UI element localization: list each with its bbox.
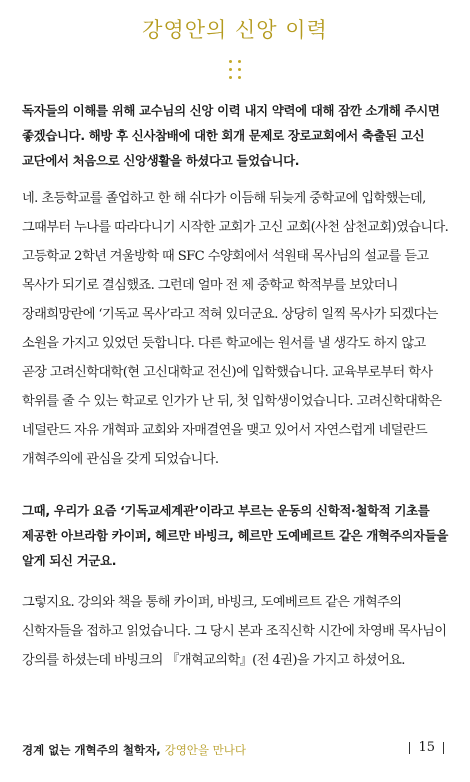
book-title: 경계 없는 개혁주의 철학자, (22, 743, 161, 757)
divider (409, 742, 410, 754)
running-footer (22, 742, 246, 758)
chapter-title: 강영안의 신앙 이력 (142, 18, 328, 42)
page-number-block (401, 740, 452, 755)
interview-question: 독자들의 이해를 위해 교수님의 신앙 이력 내지 약력에 대해 잠깐 소개해 주시면 좋겠습니다. 해방 후 신사참배에 대한 회개 문제로 장로교회에서 축출된 고신 교단에서 처음으로 신앙생활을 하셨다고 들었습니다. (22, 103, 440, 168)
divider (443, 742, 444, 754)
interview-answer: 그렇지요. 강의와 책을 통해 카이퍼, 바빙크, 도예베르트 같은 개혁주의 신학자들을 접하고 읽었습니다. 그 당시 본과 조직신학 시간에 차영배 목사님이 강의를 하셨는데 바빙크의 『개혁교의학』(전 4권)을 가지고 하셨어요. (22, 595, 447, 668)
page-number: 15 (418, 740, 435, 755)
interview-question: 그때, 우리가 요즘 ‘기독교세계관’이라고 부르는 운동의 신학적·철학적 기초를 제공한 아브라함 카이퍼, 헤르만 바빙크, 헤르만 도예베르트 같은 개혁주의자들을 알게 되신 거군요. (22, 503, 449, 568)
book-title-highlight: 강영안을 만나다 (164, 743, 247, 757)
dot-ornament (0, 60, 470, 90)
interview-answer: 네. 초등학교를 졸업하고 한 해 쉬다가 이듬해 뒤늦게 중학교에 입학했는데, 그때부터 누나를 따라다니기 시작한 교회가 고신 교회(사천 삼천교회)였습니다. 고등학교 2학년 겨울방학 때 SFC 수양회에서 석원태 목사님의 설교를 듣고 목사가 되기로 결심했죠. 그런데 얼마 전 제 중학교 학적부를 보았더니 장래희망란에 ‘기독교 목사’라고 적혀 있더군요. 상당히 일찍 목사가 되겠다는 소원을 가지고 있었던 듯합니다. 다른 학교에는 원서를 낼 생각도 하지 않고 곧장 고려신학대학(현 고신대학교 전신)에 입학했습니다. 교육부로부터 학사 학위를 줄 수 있는 학교로 인가가 난 뒤, 첫 입학생이었습니다. 고려신학대학은 네덜란드 자유 개혁파 교회와 자매결연을 맺고 있어서 자연스럽게 네덜란드 개혁주의에 관심을 갖게 되었습니다. (22, 191, 449, 467)
